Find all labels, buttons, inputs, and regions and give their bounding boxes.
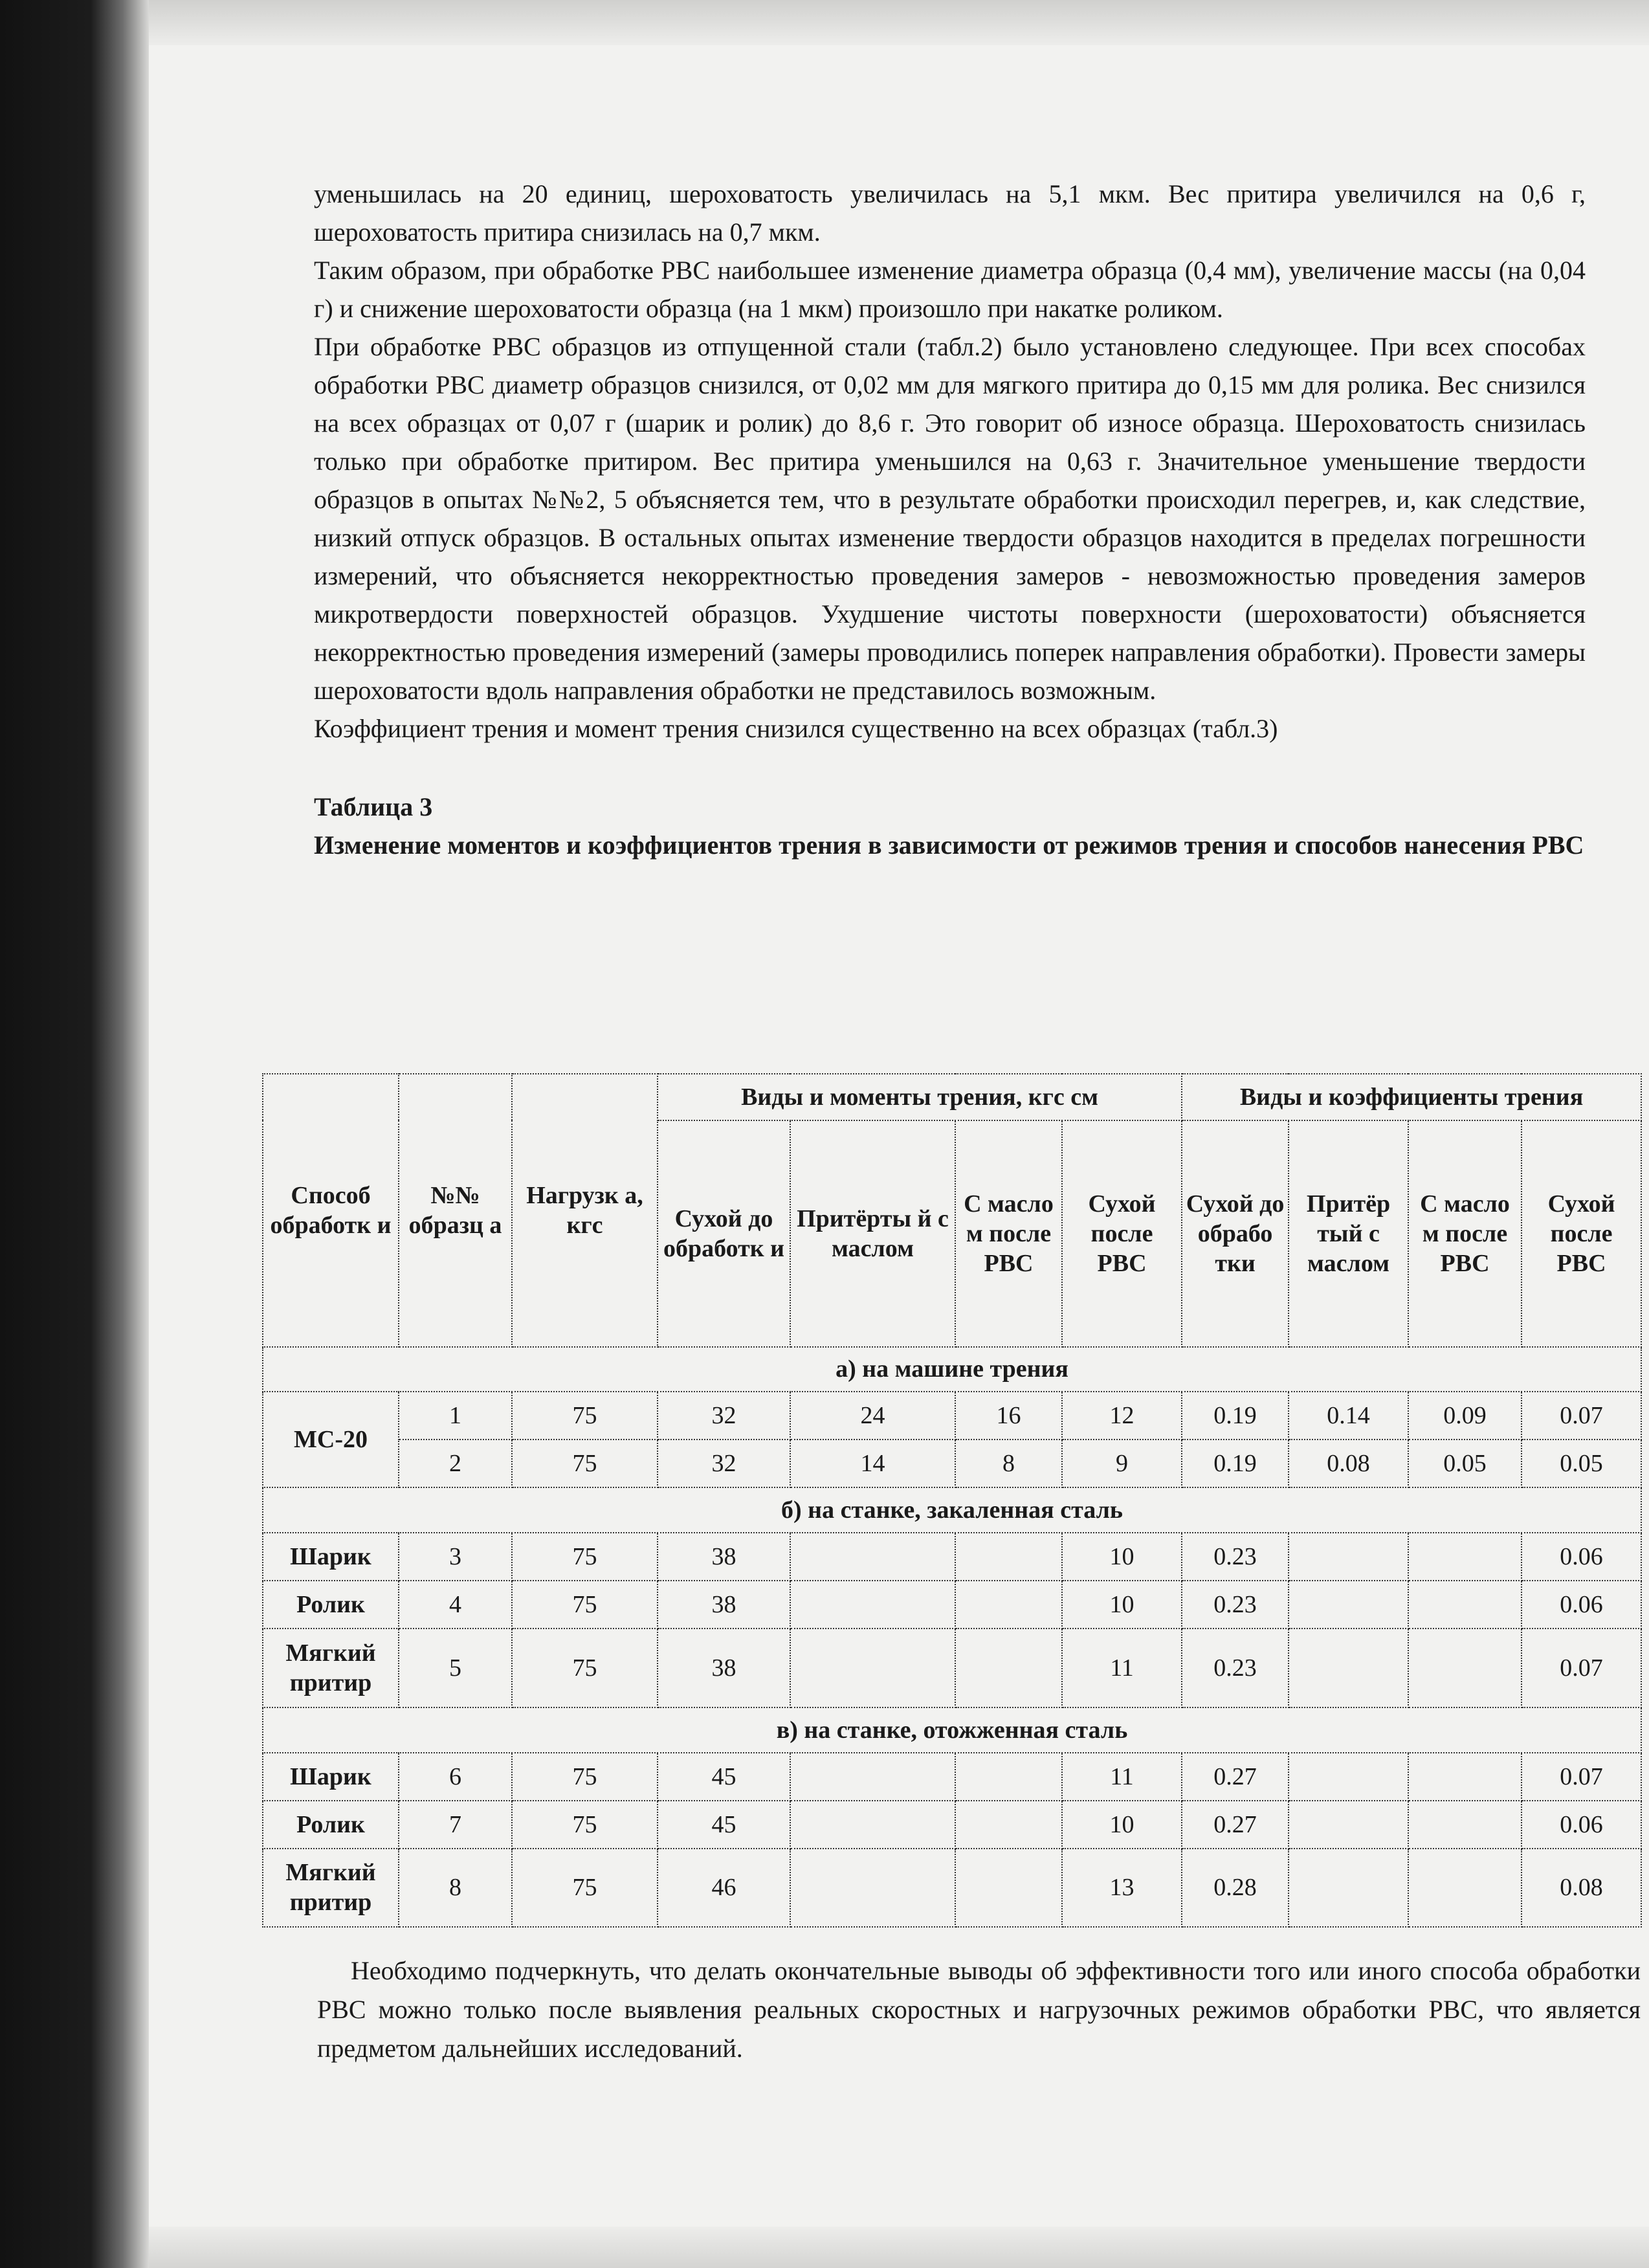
closing-section xyxy=(317,1951,1641,2068)
cell-sample: 7 xyxy=(399,1801,512,1849)
cell-coef-dry-after: 0.06 xyxy=(1522,1801,1641,1849)
cell-coef-oil-after: 0.09 xyxy=(1408,1392,1522,1440)
cell-sample: 6 xyxy=(399,1753,512,1801)
cell-coef-dry-after: 0.07 xyxy=(1522,1753,1641,1801)
paragraph-1: уменьшилась на 20 единиц, шероховатость увеличилась на 5,1 мкм. Вес притира увеличился на 0,6 г, шероховатость притира снизилась на 0,7 мкм. xyxy=(314,179,1586,247)
cell-sample: 2 xyxy=(399,1440,512,1487)
cell-moment-oil-after xyxy=(955,1533,1062,1581)
header-moment-dry-after: Сухой после РВС xyxy=(1062,1120,1182,1347)
cell-moment-dry-before: 46 xyxy=(658,1849,790,1927)
section-title: а) на машине трения xyxy=(263,1347,1641,1392)
cell-method: Шарик xyxy=(263,1533,399,1581)
cell-moment-oil-after xyxy=(955,1801,1062,1849)
cell-coef-lapped-oil xyxy=(1289,1801,1408,1849)
cell-load: 75 xyxy=(512,1753,658,1801)
cell-sample: 1 xyxy=(399,1392,512,1440)
cell-coef-lapped-oil: 0.14 xyxy=(1289,1392,1408,1440)
cell-moment-lapped-oil xyxy=(790,1801,955,1849)
cell-load: 75 xyxy=(512,1629,658,1707)
cell-method: Мягкий притир xyxy=(263,1849,399,1927)
cell-moment-lapped-oil: 24 xyxy=(790,1392,955,1440)
cell-coef-lapped-oil xyxy=(1289,1849,1408,1927)
header-moment-lapped-oil: Притёрты й с маслом xyxy=(790,1120,955,1347)
scan-shadow-left xyxy=(0,0,149,2268)
section-title: в) на станке, отожженная сталь xyxy=(263,1707,1641,1753)
cell-coef-oil-after xyxy=(1408,1753,1522,1801)
header-coef-lapped-oil: Притёр тый с маслом xyxy=(1289,1120,1408,1347)
table-label: Таблица 3 xyxy=(314,792,433,821)
cell-method: МС-20 xyxy=(263,1392,399,1487)
cell-moment-lapped-oil xyxy=(790,1753,955,1801)
header-method: Способ обработк и xyxy=(263,1074,399,1347)
cell-load: 75 xyxy=(512,1440,658,1487)
cell-coef-dry-after: 0.07 xyxy=(1522,1629,1641,1707)
cell-coef-lapped-oil xyxy=(1289,1753,1408,1801)
cell-coef-dry-before: 0.19 xyxy=(1182,1440,1289,1487)
cell-coef-dry-after: 0.07 xyxy=(1522,1392,1641,1440)
cell-coef-oil-after xyxy=(1408,1629,1522,1707)
paragraph-3: При обработке РВС образцов из отпущенной стали (табл.2) было установлено следующее. При всех способах обработки РВС диаметр образцов снизился, от 0,02 мм для мягкого притира до 0,15 мм для ролика. Вес снизился на всех образцах от 0,07 г (шарик и ролик) до 8,6 г. Это говорит об износе образца. Шероховатость снизилась только при обработке притиром. Вес притира уменьшился на 0,63 г. Значительное уменьшение твердости образцов в опытах №№2, 5 объясняется тем, что в результате обработки происходил перегрев, и, как следствие, низкий отпуск образцов. В остальных опытах изменение твердости образцов находится в пределах погрешности измерений, что объясняется некорректностью проведения замеров - невозможностью проведения замеров микротвердости поверхностей образцов. Ухудшение чистоты поверхности (шероховатости) объясняется некорректностью проведения измерений (замеры проводились поперек направления обработки). Провести замеры шероховатости вдоль направления обработки не представилось возможным. xyxy=(314,332,1586,705)
section-title: б) на станке, закаленная сталь xyxy=(263,1487,1641,1533)
header-moment-dry-before: Сухой до обработк и xyxy=(658,1120,790,1347)
cell-moment-oil-after xyxy=(955,1629,1062,1707)
cell-moment-lapped-oil xyxy=(790,1581,955,1629)
cell-load: 75 xyxy=(512,1533,658,1581)
cell-coef-dry-after: 0.05 xyxy=(1522,1440,1641,1487)
cell-coef-oil-after xyxy=(1408,1849,1522,1927)
closing-paragraph: Необходимо подчеркнуть, что делать окончательные выводы об эффективности того или иного способа обработки РВС можно только после выявления реальных скоростных и нагрузочных режимов обработки РВС, что является предметом дальнейших исследований. xyxy=(317,1956,1641,2063)
header-coef-dry-after: Сухой после РВС xyxy=(1522,1120,1641,1347)
cell-moment-lapped-oil xyxy=(790,1533,955,1581)
scan-shadow-top xyxy=(149,0,1649,45)
cell-sample: 8 xyxy=(399,1849,512,1927)
cell-coef-lapped-oil: 0.08 xyxy=(1289,1440,1408,1487)
cell-moment-dry-before: 32 xyxy=(658,1440,790,1487)
cell-moment-dry-after: 10 xyxy=(1062,1801,1182,1849)
header-moments-group: Виды и моменты трения, кгс см xyxy=(658,1074,1182,1120)
cell-coef-dry-before: 0.19 xyxy=(1182,1392,1289,1440)
cell-method: Шарик xyxy=(263,1753,399,1801)
header-coef-oil-after: С масло м после РВС xyxy=(1408,1120,1522,1347)
document-body xyxy=(314,175,1586,864)
spacer xyxy=(314,748,1586,788)
cell-coef-lapped-oil xyxy=(1289,1629,1408,1707)
cell-load: 75 xyxy=(512,1849,658,1927)
cell-coef-dry-before: 0.27 xyxy=(1182,1753,1289,1801)
paragraph-2: Таким образом, при обработке РВС наибольшее изменение диаметра образца (0,4 мм), увеличение массы (на 0,04 г) и снижение шероховатости образца (на 1 мкм) произошло при накатке роликом. xyxy=(314,256,1586,323)
cell-moment-lapped-oil xyxy=(790,1629,955,1707)
cell-load: 75 xyxy=(512,1801,658,1849)
paragraph-4: Коэффициент трения и момент трения снизился существенно на всех образцах (табл.3) xyxy=(314,714,1278,743)
cell-moment-dry-after: 11 xyxy=(1062,1753,1182,1801)
cell-coef-oil-after: 0.05 xyxy=(1408,1440,1522,1487)
cell-moment-dry-before: 45 xyxy=(658,1801,790,1849)
cell-coef-dry-before: 0.28 xyxy=(1182,1849,1289,1927)
cell-moment-dry-after: 13 xyxy=(1062,1849,1182,1927)
cell-moment-dry-before: 38 xyxy=(658,1533,790,1581)
cell-coef-lapped-oil xyxy=(1289,1581,1408,1629)
cell-coef-dry-after: 0.08 xyxy=(1522,1849,1641,1927)
cell-moment-lapped-oil xyxy=(790,1849,955,1927)
header-coefficients-group: Виды и коэффициенты трения xyxy=(1182,1074,1641,1120)
cell-coef-dry-before: 0.23 xyxy=(1182,1581,1289,1629)
table-title: Изменение моментов и коэффициентов трения в зависимости от режимов трения и способов нанесения РВС xyxy=(314,830,1584,860)
header-moment-oil-after: С масло м после РВС xyxy=(955,1120,1062,1347)
cell-moment-oil-after xyxy=(955,1581,1062,1629)
cell-coef-dry-before: 0.27 xyxy=(1182,1801,1289,1849)
cell-load: 75 xyxy=(512,1581,658,1629)
scan-shadow-bottom xyxy=(149,2227,1649,2268)
cell-coef-lapped-oil xyxy=(1289,1533,1408,1581)
cell-coef-oil-after xyxy=(1408,1801,1522,1849)
cell-moment-oil-after xyxy=(955,1753,1062,1801)
header-coef-dry-before: Сухой до обрабо тки xyxy=(1182,1120,1289,1347)
header-load: Нагрузк а, кгс xyxy=(512,1074,658,1347)
cell-sample: 4 xyxy=(399,1581,512,1629)
cell-moment-dry-before: 38 xyxy=(658,1629,790,1707)
cell-moment-dry-before: 32 xyxy=(658,1392,790,1440)
cell-method: Мягкий притир xyxy=(263,1629,399,1707)
cell-moment-dry-after: 11 xyxy=(1062,1629,1182,1707)
cell-method: Ролик xyxy=(263,1581,399,1629)
cell-load: 75 xyxy=(512,1392,658,1440)
cell-moment-dry-after: 10 xyxy=(1062,1533,1182,1581)
cell-moment-lapped-oil: 14 xyxy=(790,1440,955,1487)
cell-moment-dry-before: 45 xyxy=(658,1753,790,1801)
cell-moment-oil-after: 8 xyxy=(955,1440,1062,1487)
cell-moment-dry-after: 12 xyxy=(1062,1392,1182,1440)
cell-moment-oil-after xyxy=(955,1849,1062,1927)
cell-moment-dry-before: 38 xyxy=(658,1581,790,1629)
cell-moment-dry-after: 10 xyxy=(1062,1581,1182,1629)
cell-moment-oil-after: 16 xyxy=(955,1392,1062,1440)
friction-table xyxy=(262,1073,1642,1928)
header-sample: №№ образц а xyxy=(399,1074,512,1347)
cell-coef-oil-after xyxy=(1408,1533,1522,1581)
cell-sample: 5 xyxy=(399,1629,512,1707)
cell-coef-dry-after: 0.06 xyxy=(1522,1581,1641,1629)
cell-coef-oil-after xyxy=(1408,1581,1522,1629)
cell-sample: 3 xyxy=(399,1533,512,1581)
cell-coef-dry-before: 0.23 xyxy=(1182,1533,1289,1581)
cell-moment-dry-after: 9 xyxy=(1062,1440,1182,1487)
cell-coef-dry-before: 0.23 xyxy=(1182,1629,1289,1707)
cell-coef-dry-after: 0.06 xyxy=(1522,1533,1641,1581)
cell-method: Ролик xyxy=(263,1801,399,1849)
